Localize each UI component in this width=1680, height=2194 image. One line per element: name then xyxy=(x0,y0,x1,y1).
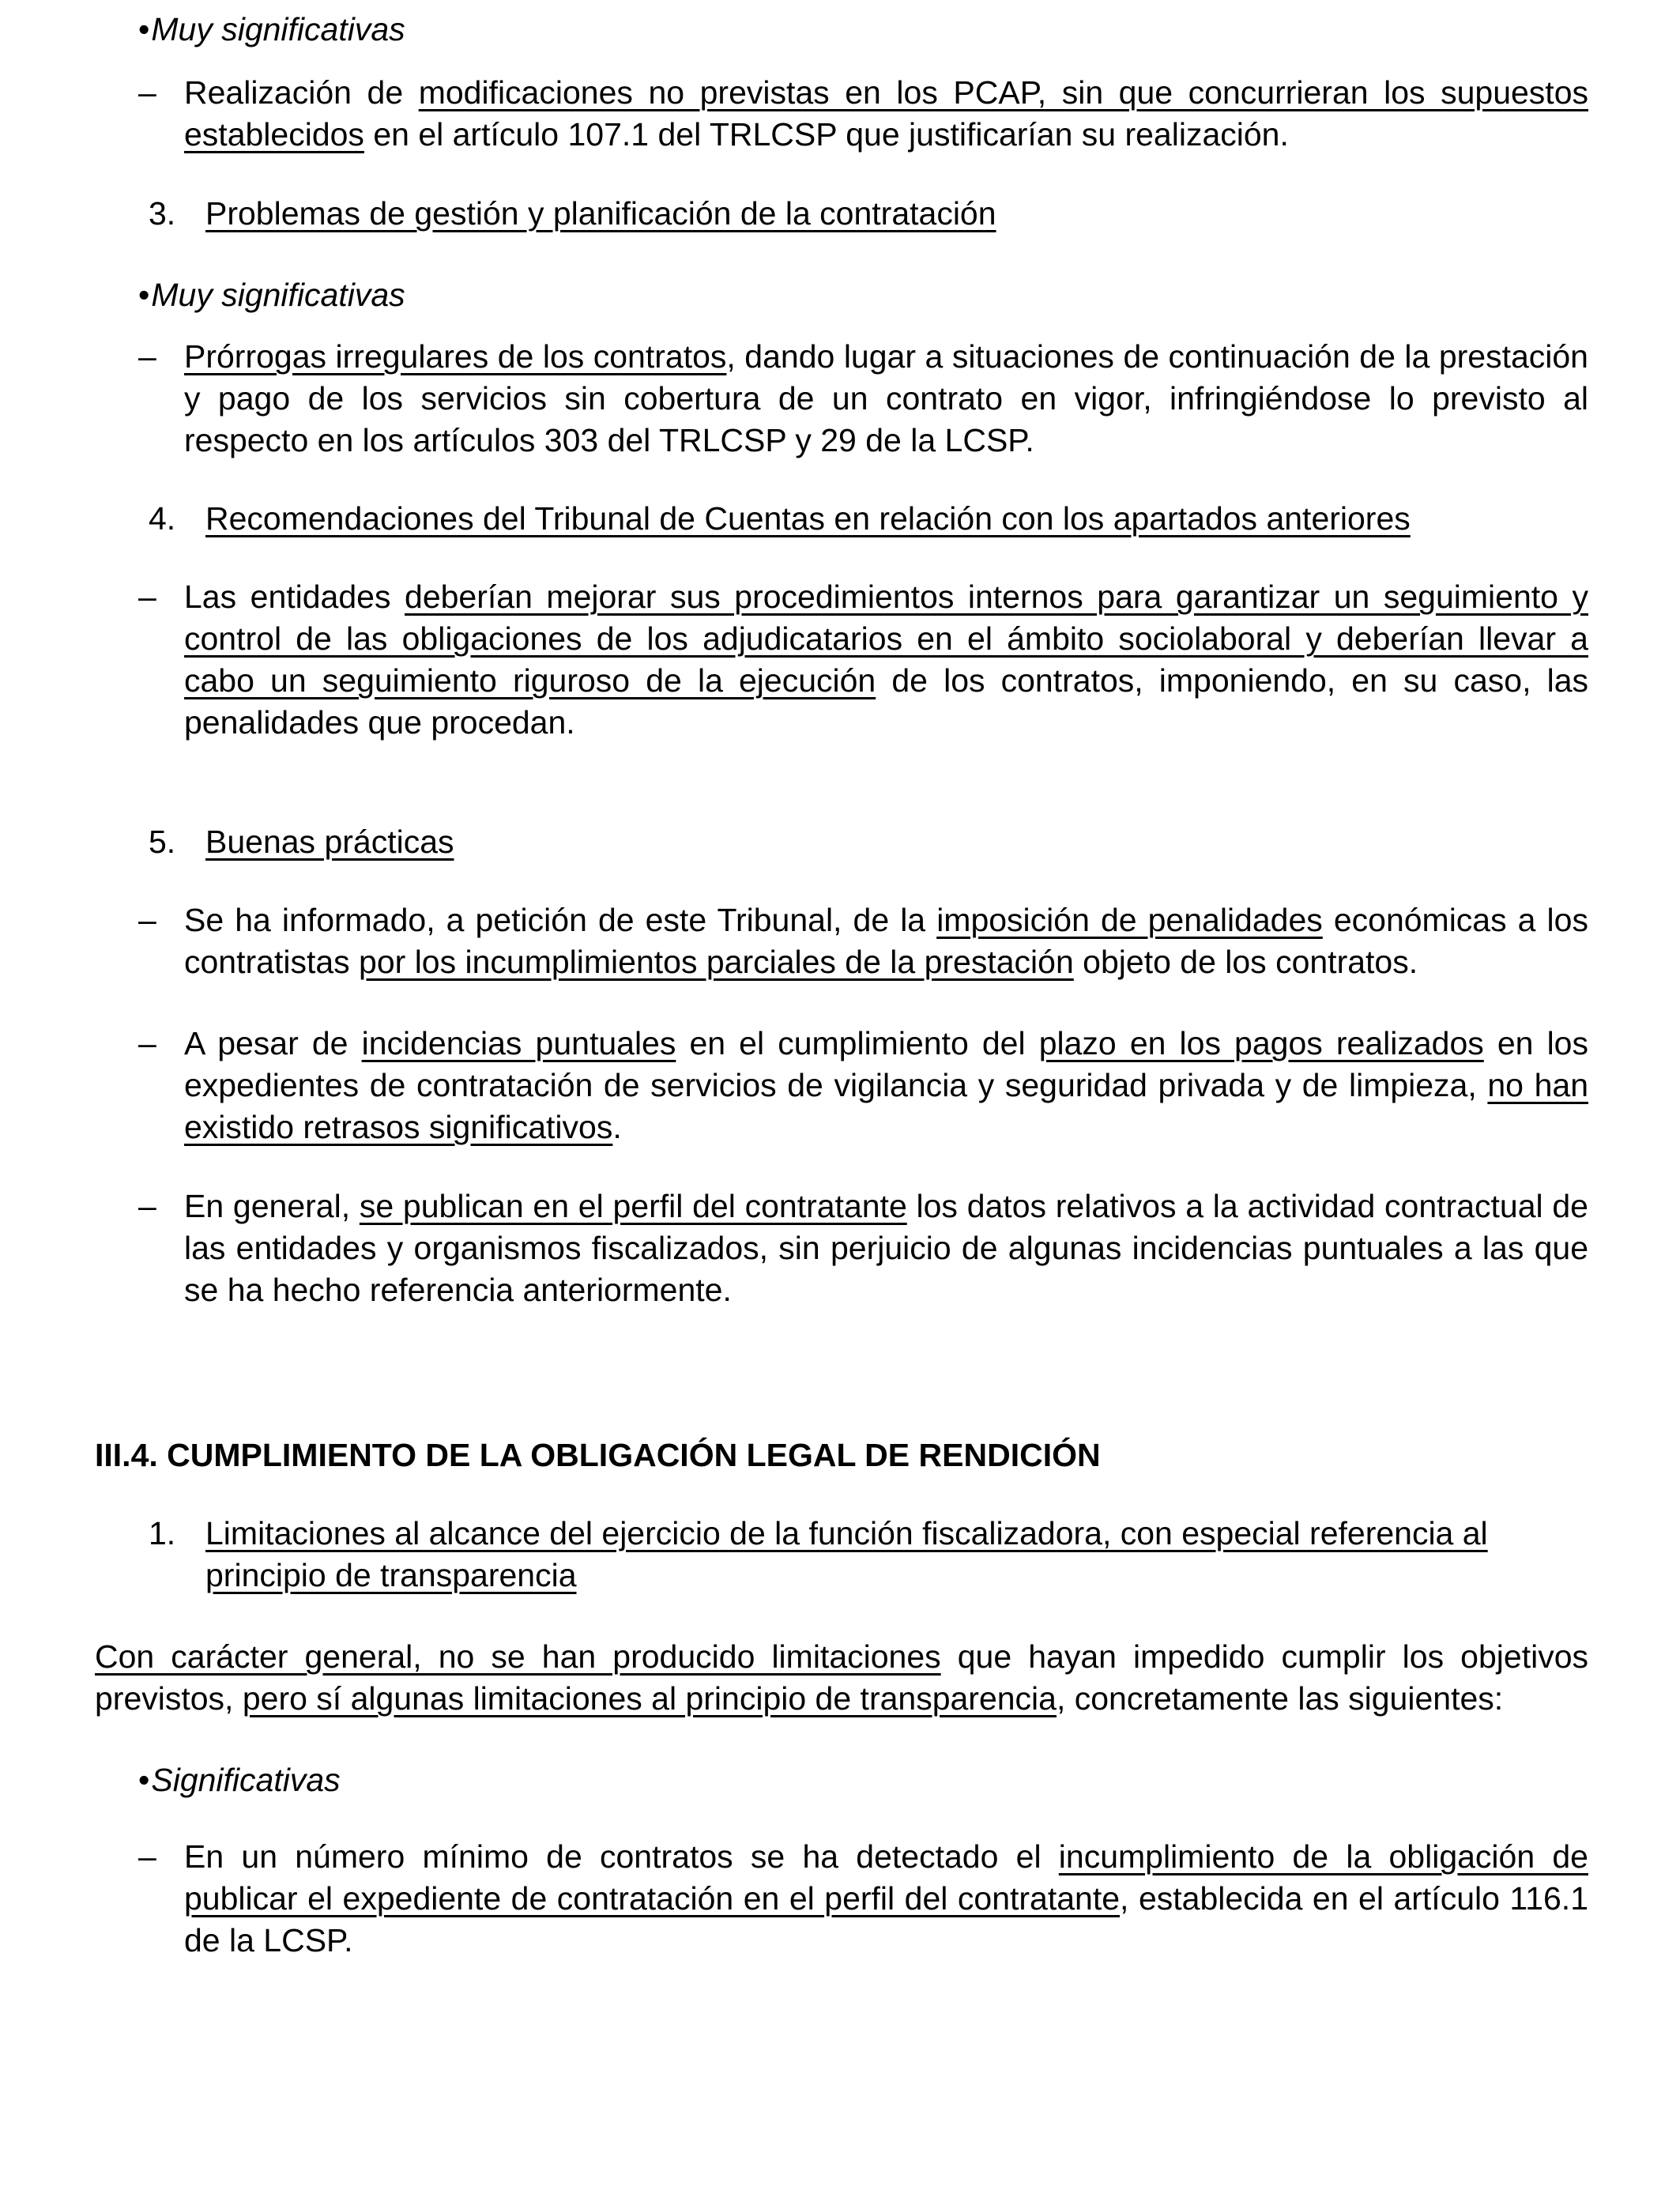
severity-label: •Significativas xyxy=(138,1762,341,1798)
bullet-icon: • xyxy=(138,11,150,47)
dash-marker: – xyxy=(138,579,156,615)
numbered-heading: 3. Problemas de gestión y planificación de la contratación xyxy=(149,195,996,232)
bullet-icon: • xyxy=(138,277,150,313)
dash-marker: – xyxy=(138,902,156,938)
recommendation-item: Las entidades deberían mejorar sus procedimientos internos para garantizar un seguimiento y control de las obligaciones de los adjudicatarios en el ámbito sociolaboral y deberían llevar a cabo un seguimiento riguroso de la ejecución de los contratos, imponiendo, en su caso, las penalidades que procedan. xyxy=(184,579,1589,741)
numbered-heading: 5. Buenas prácticas xyxy=(149,824,454,860)
good-practice-item: A pesar de incidencias puntuales en el cumplimiento del plazo en los pagos realizados en los expedientes de contratación de servicios de vigilancia y seguridad privada y de limpieza, no han existido retrasos significativos. xyxy=(184,1025,1589,1145)
dash-marker: – xyxy=(138,1025,156,1061)
good-practice-item: En general, se publican en el perfil del contratante los datos relativos a la actividad contractual de las entidades y organismos fiscalizados, sin perjuicio de algunas incidencias puntuales a las que se ha hecho referencia anteriormente. xyxy=(184,1188,1588,1308)
dash-marker: – xyxy=(138,338,156,375)
numbered-heading-marker: 1. xyxy=(149,1515,176,1551)
dash-marker: – xyxy=(138,1188,156,1224)
numbered-heading: 4. Recomendaciones del Tribunal de Cuentas en relación con los apartados anteriores xyxy=(149,500,1411,537)
severity-label: •Muy significativas xyxy=(138,277,405,313)
severity-label: •Muy significativas xyxy=(138,11,405,47)
bullet-icon: • xyxy=(138,1762,150,1798)
finding-item: Realización de modificaciones no previstas en los PCAP, sin que concurrieran los supuestos establecidos en el artículo 107.1 del TRLCSP que justificarían su realización. xyxy=(184,74,1588,153)
good-practice-item: Se ha informado, a petición de este Tribunal, de la imposición de penalidades económicas a los contratistas por los incumplimientos parciales de la prestación objeto de los contratos. xyxy=(184,902,1588,980)
numbered-heading: Limitaciones al alcance del ejercicio de la función fiscalizadora, con especial referencia al principio de transparencia xyxy=(205,1515,1488,1593)
section-heading: III.4. CUMPLIMIENTO DE LA OBLIGACIÓN LEGAL DE RENDICIÓN xyxy=(95,1437,1101,1473)
finding-item: Prórrogas irregulares de los contratos, dando lugar a situaciones de continuación de la prestación y pago de los servicios sin cobertura de un contrato en vigor, infringiéndose lo previsto al respecto en los artículos 303 del TRLCSP y 29 de la LCSP. xyxy=(184,338,1588,458)
finding-item: En un número mínimo de contratos se ha detectado el incumplimiento de la obligación de publicar el expediente de contratación en el perfil del contratante, establecida en el artículo 116.1 de la LCSP. xyxy=(184,1838,1588,1958)
dash-marker: – xyxy=(138,74,156,111)
dash-marker: – xyxy=(138,1838,156,1875)
body-paragraph: Con carácter general, no se han producido limitaciones que hayan impedido cumplir los objetivos previstos, pero sí algunas limitaciones al principio de transparencia, concretamente las siguientes: xyxy=(95,1638,1588,1717)
